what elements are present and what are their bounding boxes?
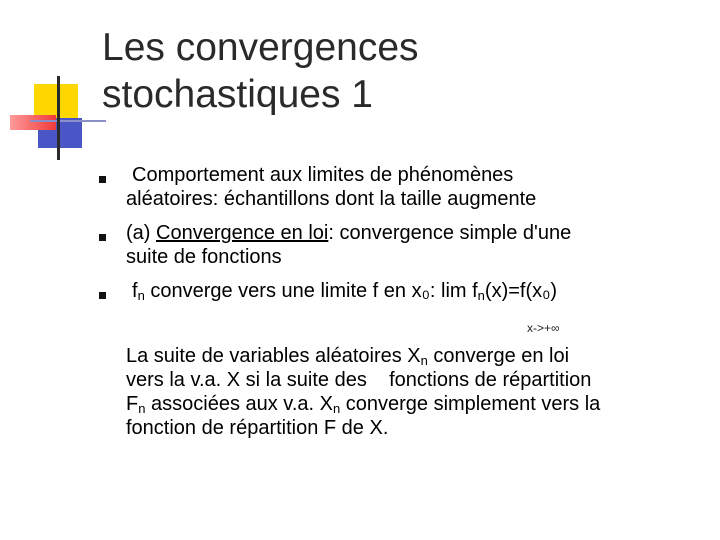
para-line-4: fonction de répartition F de X. [126, 417, 389, 439]
para-1a: La suite de variables aléatoires X [126, 345, 421, 367]
decor-vertical-line [57, 76, 60, 160]
subscript-n: n [332, 401, 341, 416]
bullet-square-icon [99, 176, 106, 183]
para-3b: associées aux v.a. X [145, 393, 333, 415]
bullet-1-line-1: Comportement aux limites de phénomènes [132, 164, 514, 186]
para-line-1 [126, 344, 706, 368]
bullet-text-3 [126, 279, 696, 303]
subscript-n: n [477, 288, 485, 303]
decor-horizontal-line [30, 120, 106, 122]
slide-title [102, 24, 702, 118]
bullet-text-2 [126, 221, 696, 269]
bullet-2-line-2: suite de fonctions [126, 246, 282, 268]
para-line-3 [126, 392, 706, 416]
bullet-2-rest: : convergence simple d'une [328, 222, 572, 244]
para-line-2: vers la v.a. X si la suite des fonctions de répartition [126, 369, 592, 391]
subscript-n: n [420, 353, 428, 368]
para-3a: F [126, 393, 139, 415]
subscript-n: n [138, 401, 146, 416]
decor-red-bar [10, 115, 56, 130]
bullet-3-f: f [132, 280, 138, 302]
bullet-2-line-1 [126, 221, 696, 245]
definition-paragraph [126, 344, 706, 440]
bullet-3-end: (x)=f(x₀) [484, 280, 558, 302]
bullet-3-line-1 [126, 279, 696, 303]
bullet-square-icon [99, 234, 106, 241]
limit-annotation: x->+∞ [527, 321, 560, 335]
bullet-2-prefix: (a) [126, 222, 156, 244]
para-1b: converge en loi [427, 345, 570, 367]
subscript-n: n [137, 288, 145, 303]
bullet-text-1 [126, 163, 696, 211]
title-line-2: stochastiques 1 [102, 73, 374, 116]
bullet-2-term: Convergence en loi [156, 222, 329, 244]
para-3c: converge simplement vers la [340, 393, 601, 415]
title-line-1: Les convergences [102, 26, 419, 69]
bullet-3-mid: converge vers une limite f en x₀: lim f [144, 280, 478, 302]
bullet-1-line-2: aléatoires: échantillons dont la taille augmente [126, 188, 537, 210]
bullet-square-icon [99, 292, 106, 299]
